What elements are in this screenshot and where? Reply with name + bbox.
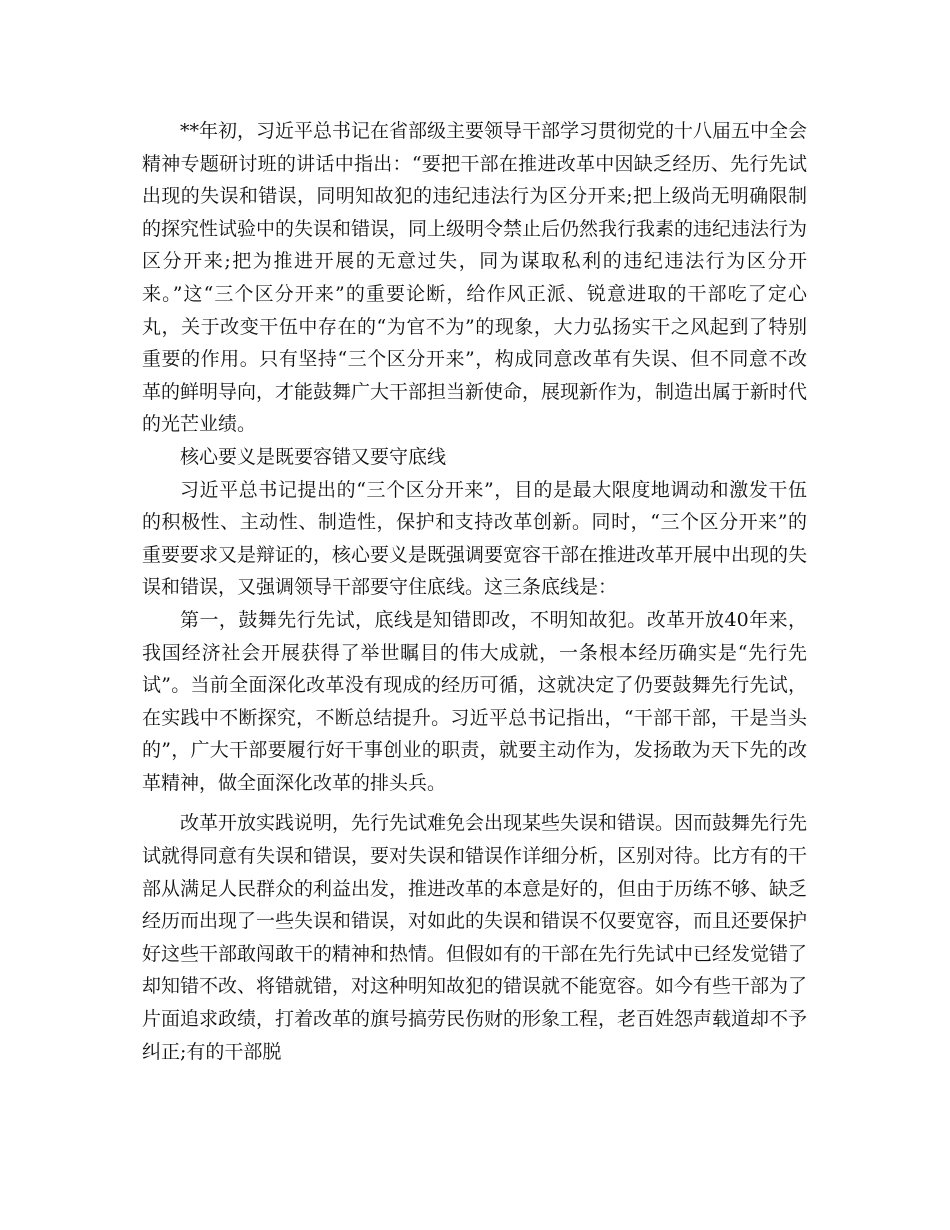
- paragraph-intro: **年初，习近平总书记在省部级主要领导干部学习贯彻党的十八届五中全会精神专题研讨班的讲话中指出：“要把干部在推进改革中因缺乏经历、先行先试出现的失误和错误，同明知故犯的违纪违法行为区分开来;把上级尚无明确限制的探究性试验中的失误和错误，同上级明令禁止后仍然我行我素的违纪违法行为区分开来;把为推进开展的无意过失，同为谋取私利的违纪违法行为区分开来。”这“三个区分开来”的重要论断，给作风正派、锐意进取的干部吃了定心丸，关于改变干伍中存在的“为官不为”的现象，大力弘扬实干之风起到了特别重要的作用。只有坚持“三个区分开来”，构成同意改革有失误、但不同意不改革的鲜明导向，才能鼓舞广大干部担当新使命，展现新作为，制造出属于新时代的光芒业绩。: [142, 120, 808, 436]
- paragraph-reform-practice: 改革开放实践说明，先行先试难免会出现某些失误和错误。因而鼓舞先行先试就得同意有失误和错误，要对失误和错误作详细分析，区别对待。比方有的干部从满足人民群众的利益出发，推进改革的本意是好的，但由于历练不够、缺乏经历而出现了一些失误和错误，对如此的失误和错误不仅要宽容，而且还要保护好这些干部敢闯敢干的精神和热情。但假如有的干部在先行先试中已经发觉错了却知错不改、将错就错，对这种明知故犯的错误就不能宽容。如今有些干部为了片面追求政绩，打着改革的旗号搞劳民伤财的形象工程，老百姓怨声载道却不予纠正;有的干部脱: [142, 812, 808, 1063]
- paragraph-first-bottom-line: 第一，鼓舞先行先试，底线是知错即改，不明知故犯。改革开放40年来，我国经济社会开展获得了举世瞩目的伟大成就，一条根本经历确实是“先行先试”。当前全面深化改革没有现成的经历可循，这就决定了仍要鼓舞先行先试，在实践中不断探究，不断总结提升。习近平总书记指出，“干部干部，干是当头的”，广大干部要履行好干事创业的职责，就要主动作为，发扬敢为天下先的改革精神，做全面深化改革的排头兵。: [142, 608, 807, 794]
- document-body: [142, 115, 807, 1068]
- paragraph-core-meaning: 习近平总书记提出的“三个区分开来”，目的是最大限度地调动和激发干伍的积极性、主动性、制造性，保护和支持改革创新。同时，“三个区分开来”的重要要求又是辩证的，核心要义是既强调要宽容干部在推进改革开展中出现的失误和错误，又强调领导干部要守住底线。这三条底线是：: [142, 478, 808, 599]
- section-heading: 核心要义是既要容错又要守底线: [180, 445, 447, 468]
